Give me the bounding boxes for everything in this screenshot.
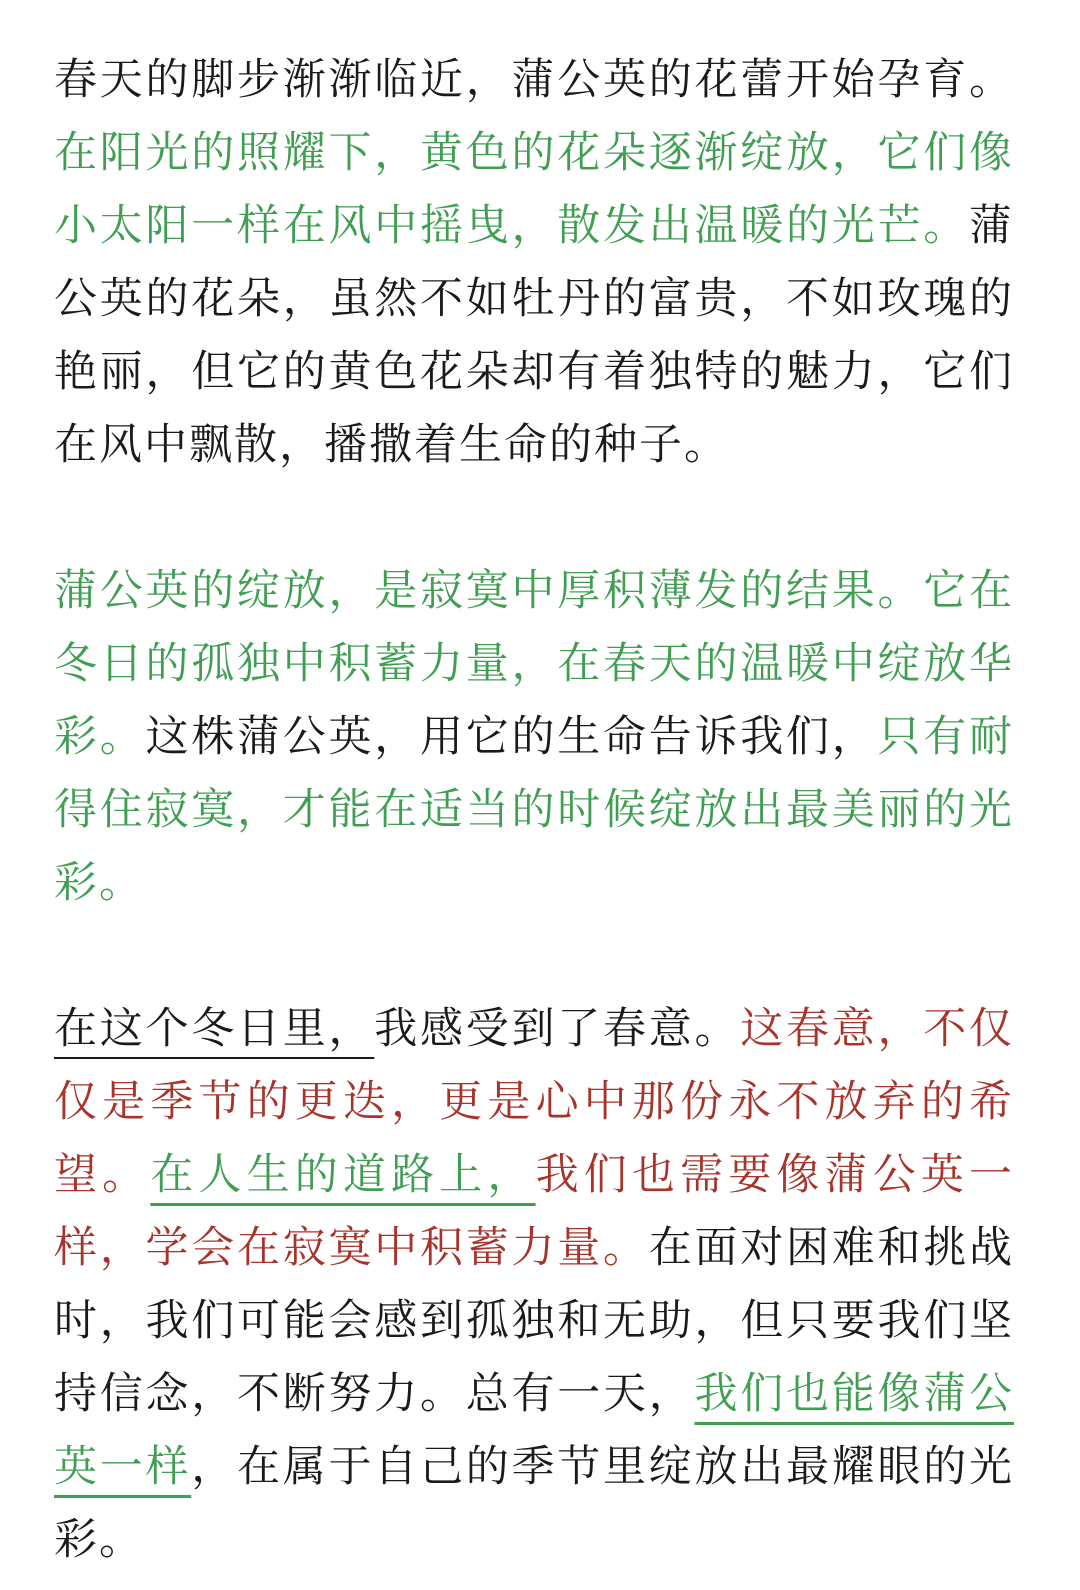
highlight-green: 只有耐得住寂寞，才能在适当的时候绽放出最美丽的光彩。 — [54, 712, 1014, 908]
paragraph-2 — [54, 555, 1014, 920]
underlined-phrase: 在这个冬日里， — [54, 1004, 375, 1054]
paragraph-3 — [54, 993, 1014, 1577]
highlight-red: 这春意，不仅仅是季节的更迭，更是心中那份永不放弃的希望。 — [54, 1004, 1014, 1200]
article-body — [54, 44, 1014, 1577]
paragraph-1 — [54, 44, 1014, 482]
text-segment: 这株蒲公英，用它的生命告诉我们， — [145, 712, 878, 762]
highlight-green: 蒲公英的绽放，是寂寞中厚积薄发的结果。它在冬日的孤独中积蓄力量，在春天的温暖中绽放华彩。 — [54, 566, 1014, 762]
highlight-red: 我们也需要像蒲公英一样，学会在寂寞中积蓄力量。 — [54, 1150, 1015, 1273]
underlined-highlight-green: 在人生的道路上， — [150, 1150, 536, 1200]
highlight-green: 在阳光的照耀下，黄色的花朵逐渐绽放，它们像小太阳一样在风中摇曳，散发出温暖的光芒。 — [54, 128, 1014, 251]
text-segment: 在面对困难和挑战时，我们可能会感到孤独和无助，但只要我们坚持信念，不断努力。总有一天， — [54, 1223, 1014, 1419]
underlined-highlight-green: 我们也能像蒲公英一样 — [54, 1369, 1014, 1492]
text-segment: 春天的脚步渐渐临近，蒲公英的花蕾开始孕育。 — [54, 55, 1014, 105]
text-segment: ，在属于自己的季节里绽放出最耀眼的光彩。 — [54, 1442, 1014, 1565]
text-segment: 蒲公英的花朵，虽然不如牡丹的富贵，不如玫瑰的艳丽，但它的黄色花朵却有着独特的魅力，它们在风中飘散，播撒着生命的种子。 — [54, 201, 1014, 470]
text-segment: 我感受到了春意。 — [374, 1004, 741, 1054]
